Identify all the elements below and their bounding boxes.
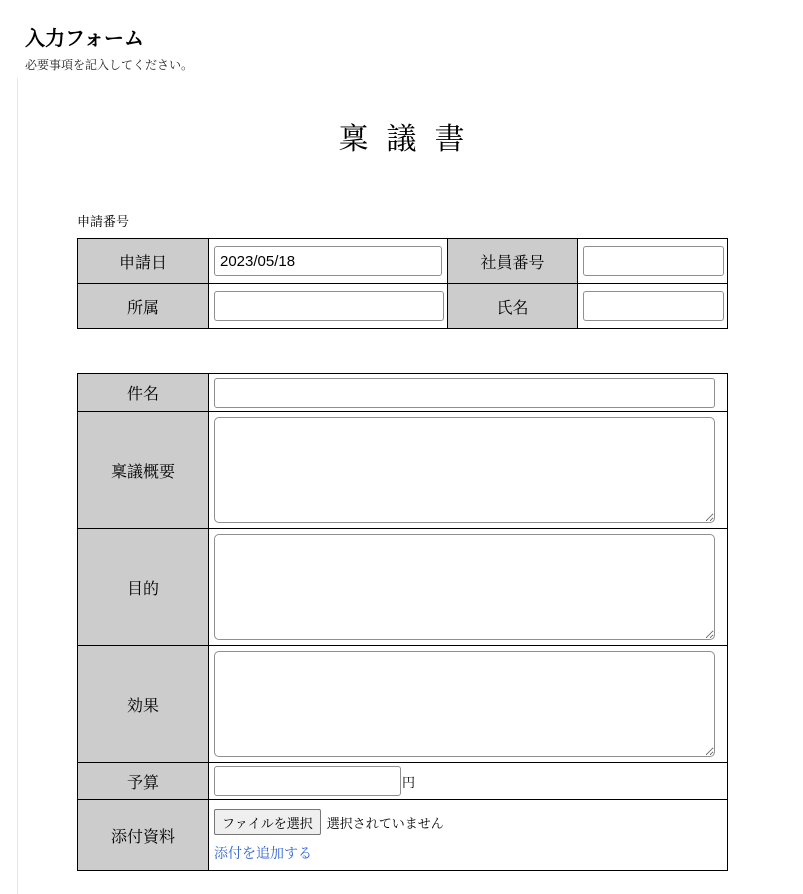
effect-cell bbox=[209, 646, 728, 763]
applicant-row-date bbox=[78, 239, 728, 284]
department-cell bbox=[209, 284, 448, 329]
employee-number-cell bbox=[578, 239, 728, 284]
purpose-label: 目的 bbox=[78, 529, 209, 646]
applicant-row-department bbox=[78, 284, 728, 329]
page-header bbox=[25, 25, 193, 73]
budget-row bbox=[78, 763, 728, 800]
applicant-info-table bbox=[77, 238, 728, 329]
add-attachment-link[interactable]: 添付を追加する bbox=[214, 846, 312, 862]
budget-unit: 円 bbox=[402, 775, 416, 791]
subject-row bbox=[78, 374, 728, 412]
budget-input[interactable] bbox=[214, 766, 401, 796]
subject-cell bbox=[209, 374, 728, 412]
purpose-textarea[interactable] bbox=[214, 534, 715, 640]
summary-row bbox=[78, 412, 728, 529]
name-cell bbox=[578, 284, 728, 329]
effect-textarea[interactable] bbox=[214, 651, 715, 757]
budget-label: 予算 bbox=[78, 763, 209, 800]
proposal-details-table bbox=[77, 373, 728, 871]
date-label: 申請日 bbox=[78, 239, 209, 284]
choose-file-button[interactable]: ファイルを選択 bbox=[214, 809, 321, 835]
department-label: 所属 bbox=[78, 284, 209, 329]
page-title: 入力フォーム bbox=[25, 26, 144, 50]
subject-input[interactable] bbox=[214, 378, 715, 408]
purpose-row bbox=[78, 529, 728, 646]
date-cell bbox=[209, 239, 448, 284]
attachment-label: 添付資料 bbox=[78, 800, 209, 871]
summary-label: 稟議概要 bbox=[78, 412, 209, 529]
name-input[interactable] bbox=[583, 291, 724, 321]
effect-row bbox=[78, 646, 728, 763]
attachment-cell bbox=[209, 800, 728, 871]
name-label: 氏名 bbox=[448, 284, 578, 329]
file-status-text: 選択されていません bbox=[326, 816, 444, 832]
subject-label: 件名 bbox=[78, 374, 209, 412]
budget-cell bbox=[209, 763, 728, 800]
budget-field-group bbox=[209, 766, 727, 796]
content-left-border bbox=[17, 78, 18, 894]
document-title: 稟議書 bbox=[338, 122, 483, 157]
summary-textarea[interactable] bbox=[214, 417, 715, 523]
summary-cell bbox=[209, 412, 728, 529]
purpose-cell bbox=[209, 529, 728, 646]
employee-number-label: 社員番号 bbox=[448, 239, 578, 284]
page-subtitle: 必要事項を記入してください。 bbox=[25, 58, 194, 72]
application-number-label: 申請番号 bbox=[77, 215, 130, 230]
employee-number-input[interactable] bbox=[583, 246, 724, 276]
date-input[interactable] bbox=[214, 246, 442, 276]
file-picker bbox=[214, 809, 727, 835]
department-input[interactable] bbox=[214, 291, 444, 321]
effect-label: 効果 bbox=[78, 646, 209, 763]
attachment-row bbox=[78, 800, 728, 871]
